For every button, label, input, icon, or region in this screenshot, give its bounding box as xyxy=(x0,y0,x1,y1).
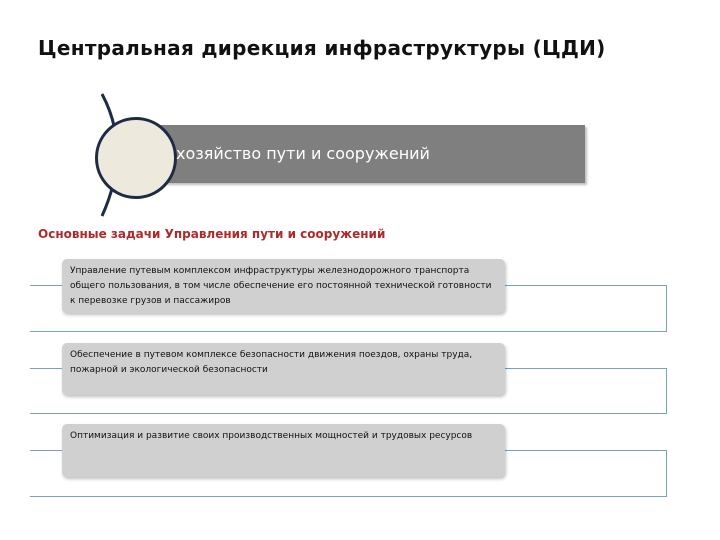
task-box-3: Оптимизация и развитие своих производственных мощностей и трудовых ресурсов xyxy=(62,424,505,477)
banner-circle xyxy=(95,117,177,199)
task-box-2: Обеспечение в путевом комплексе безопасности движения поездов, охраны труда, пожарной и экологической безопасности xyxy=(62,343,505,395)
task-box-1: Управление путевым комплексом инфраструктуры железнодорожного транспорта общего пользования, в том числе обеспечение его постоянной технической готовности к перевозке грузов и пассажиров xyxy=(62,259,505,313)
section-subtitle: Основные задачи Управления пути и сооружений xyxy=(38,227,386,241)
header-banner-label: хозяйство пути и сооружений xyxy=(176,144,430,163)
page-title: Центральная дирекция инфраструктуры (ЦДИ) xyxy=(38,36,606,60)
